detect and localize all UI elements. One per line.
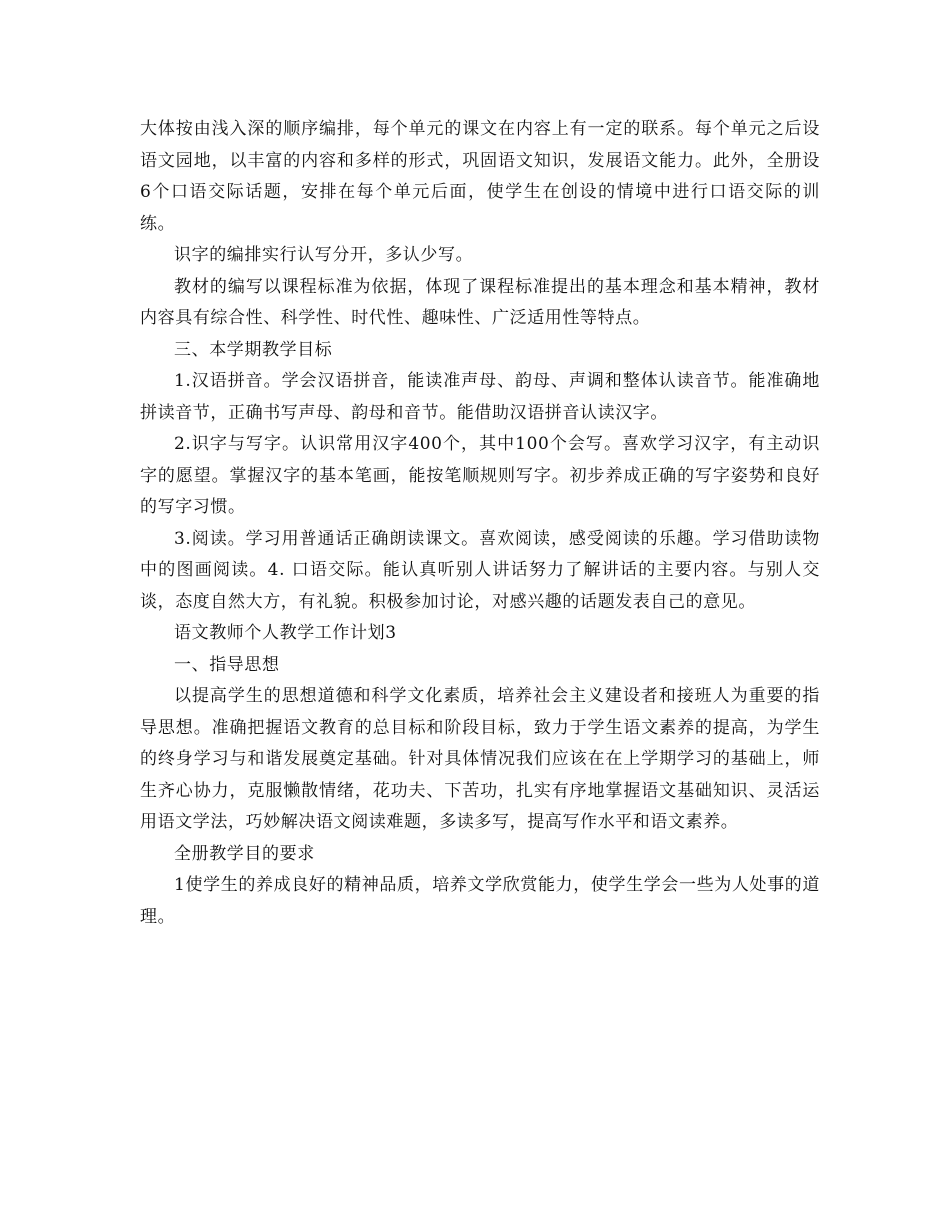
heading-plan-3: 语文教师个人教学工作计划3 <box>174 623 397 643</box>
heading-guiding-ideology: 一、指导思想 <box>174 654 280 675</box>
paragraph-guiding-ideology: 以提高学生的思想道德和科学文化素质，培养社会主义建设者和接班人为重要的指导思想。准确把握语文教育的总目标和阶段目标，致力于学生语文素养的提高，为学生的终身学习与和谐发展奠定基础。针对具体情况我们应该在在上学期学习的基础上，师生齐心协力，克服懒散情绪，花功夫、下苦功，扎实有序地掌握语文基础知识、灵活运用语文学法，巧妙解决语文阅读难题，多读多写，提高写作水平和语文素养。 <box>140 686 820 832</box>
paragraph-continuation: 大体按由浅入深的顺序编排，每个单元的课文在内容上有一定的联系。每个单元之后设语文园地，以丰富的内容和多样的形式，巩固语文知识，发展语文能力。此外，全册设6个口语交际话题，安排在每个单元后面，使学生在创设的情境中进行口语交际的训练。 <box>140 119 820 234</box>
paragraph-goal-reading: 3.阅读。学习用普通话正确朗读课文。喜欢阅读，感受阅读的乐趣。学习借助读物中的图画阅读。4. 口语交际。能认真听别人讲话努力了解讲话的主要内容。与别人交谈，态度自然大方，有礼貌。积极参加讨论，对感兴趣的话题发表自己的意见。 <box>140 528 820 612</box>
paragraph-goal-writing: 2.识字与写字。认识常用汉字400个，其中100个会写。喜欢学习汉字，有主动识字的愿望。掌握汉字的基本笔画，能按笔顺规则写字。初步养成正确的写字姿势和良好的写字习惯。 <box>140 434 820 517</box>
paragraph-textbook-features: 教材的编写以课程标准为依据，体现了课程标准提出的基本理念和基本精神，教材内容具有综合性、科学性、时代性、趣味性、广泛适用性等特点。 <box>140 276 820 328</box>
paragraph-requirement-1: 1使学生的养成良好的精神品质，培养文学欣赏能力，使学生学会一些为人处事的道理。 <box>140 875 820 927</box>
document-body <box>140 114 820 933</box>
heading-teaching-requirements: 全册教学目的要求 <box>174 843 315 864</box>
paragraph-goal-pinyin: 1.汉语拼音。学会汉语拼音，能读准声母、韵母、声调和整体认读音节。能准确地拼读音节，正确书写声母、韵母和音节。能借助汉语拼音认读汉字。 <box>140 371 820 423</box>
heading-semester-goals: 三、本学期教学目标 <box>174 339 333 360</box>
paragraph-literacy-arrangement: 识字的编排实行认写分开，多认少写。 <box>174 245 474 265</box>
